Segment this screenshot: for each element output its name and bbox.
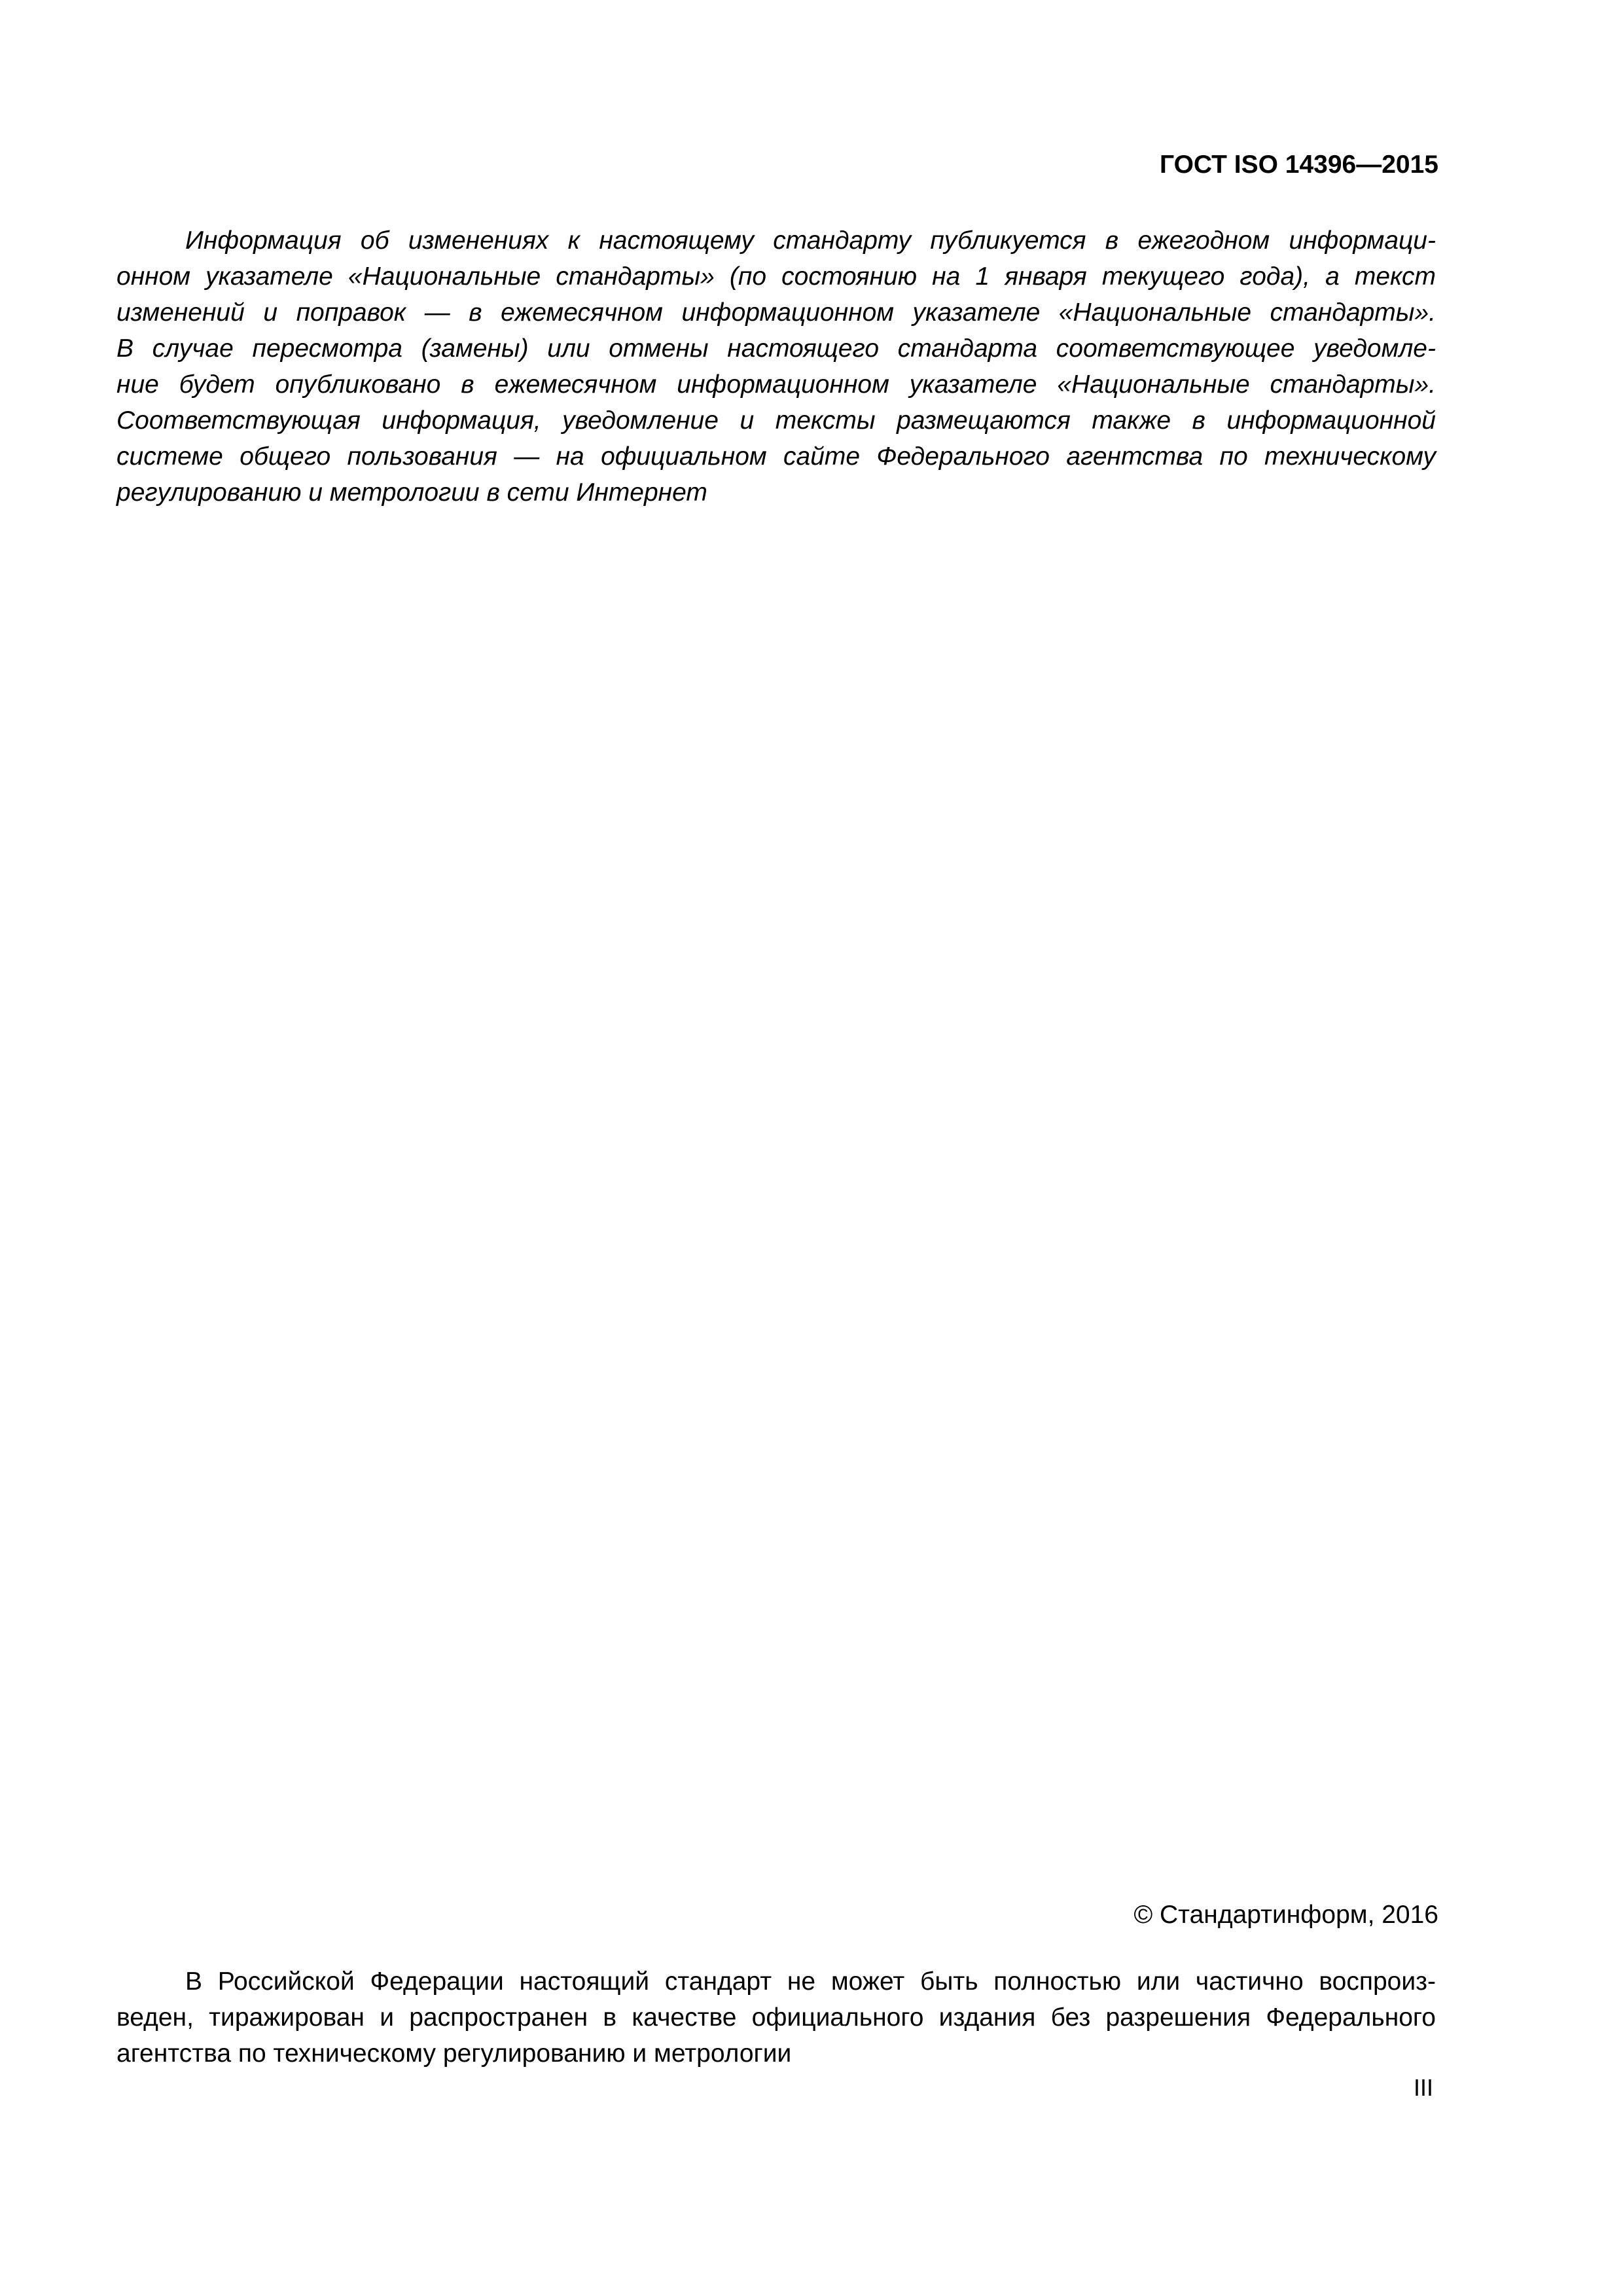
info-line: В случае пересмотра (замены) или отмены настоящего стандарта соответствующее уведомле- [116, 334, 1436, 363]
info-line: ние будет опубликовано в ежемесячном информационном указателе «Национальные стандарты». [116, 370, 1436, 399]
notice-line: агентства по техническому регулированию и метрологии [116, 2039, 792, 2068]
info-line: регулированию и метрологии в сети Интернет [116, 478, 707, 507]
standard-code-header: ГОСТ ISO 14396—2015 [1159, 151, 1438, 179]
page-number: III [1413, 2074, 1433, 2101]
info-line: системе общего пользования — на официальном сайте Федерального агентства по техническому [116, 442, 1436, 471]
notice-line: В Российской Федерации настоящий стандарт не может быть полностью или частично воспроиз- [185, 1967, 1436, 1996]
amendments-info-paragraph [116, 223, 1436, 511]
copyright-notice: © Стандартинформ, 2016 [1133, 1901, 1438, 1929]
reproduction-notice-paragraph [116, 1964, 1436, 2072]
info-line: изменений и поправок — в ежемесячном информационном указателе «Национальные стандарты». [116, 298, 1436, 327]
notice-line: веден, тиражирован и распространен в качестве официального издания без разрешения Федерального [116, 2003, 1436, 2032]
info-line: онном указателе «Национальные стандарты» (по состоянию на 1 января текущего года), а текст [116, 262, 1436, 291]
info-line: Информация об изменениях к настоящему стандарту публикуется в ежегодном информаци- [185, 226, 1436, 255]
info-line: Соответствующая информация, уведомление и тексты размещаются также в информационной [116, 406, 1436, 435]
